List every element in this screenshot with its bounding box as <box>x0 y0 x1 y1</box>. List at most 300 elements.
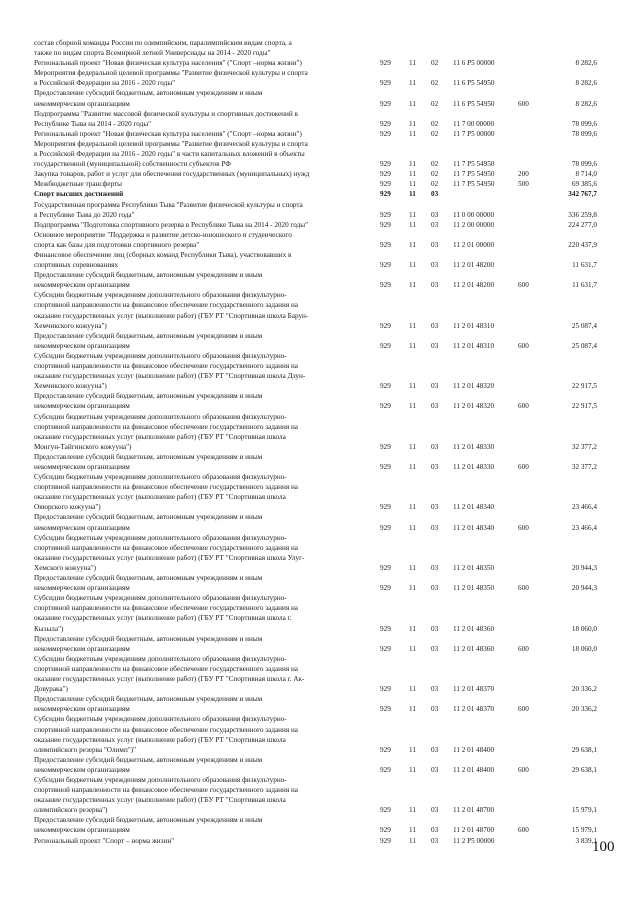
description-line: некоммерческим организациям <box>34 341 130 350</box>
grbs-code: 929 <box>380 341 391 350</box>
grbs-code: 929 <box>380 523 391 532</box>
section-code: 11 <box>409 442 416 451</box>
subsection-code: 02 <box>431 129 439 138</box>
section-code: 11 <box>409 503 416 512</box>
target-article-code: 11 2 00 00000 <box>453 220 495 229</box>
section-code: 11 <box>409 190 416 199</box>
section-code: 11 <box>409 705 416 714</box>
expense-type-code: 600 <box>518 765 529 774</box>
description-line: Овюрского кожууна") <box>34 503 101 512</box>
description-line: Основное мероприятие "Поддержка и развитие детско-юношеского и студенческого <box>34 230 292 239</box>
grbs-code: 929 <box>380 685 391 694</box>
row-description <box>34 331 374 351</box>
description-line: Субсидии бюджетным учреждениям дополнительного образования физкультурно- <box>34 291 287 300</box>
grbs-code: 929 <box>380 765 391 774</box>
description-line: оказание государственных услуг (выполнение работ) (ГБУ РТ "Спортивная школа <box>34 796 286 805</box>
description-line: Спорт высших достижений <box>34 190 124 199</box>
section-code: 11 <box>409 160 416 169</box>
grbs-code: 929 <box>380 99 391 108</box>
description-line: некоммерческим организациям <box>34 644 130 653</box>
amount: 20 336,2 <box>571 705 597 714</box>
description-line: Хемчикского кожууна") <box>34 321 107 330</box>
description-line: в Российской Федерации на 2016 - 2020 годы" <box>34 79 176 88</box>
table-row <box>0 775 639 815</box>
amount: 15 979,1 <box>571 806 597 815</box>
amount: 8 282,6 <box>575 59 597 68</box>
grbs-code: 929 <box>380 261 391 270</box>
row-description <box>34 694 374 714</box>
section-code: 11 <box>409 129 416 138</box>
section-code: 11 <box>409 624 416 633</box>
description-line: Субсидии бюджетным учреждениям дополнительного образования физкультурно- <box>34 775 287 784</box>
subsection-code: 03 <box>431 826 439 835</box>
grbs-code: 929 <box>380 210 391 219</box>
section-code: 11 <box>409 79 416 88</box>
expense-type-code: 600 <box>518 644 529 653</box>
grbs-code: 929 <box>380 624 391 633</box>
description-line: Предоставление субсидий бюджетным, автономным учреждениям и иным <box>34 634 263 643</box>
row-description <box>34 230 374 250</box>
amount: 224 277,0 <box>568 220 597 229</box>
description-line: Мероприятия федеральной целевой программы "Развитие физической культуры и спорта <box>34 69 308 78</box>
table-row <box>0 755 639 775</box>
description-line: некоммерческим организациям <box>34 523 130 532</box>
table-row <box>0 573 639 593</box>
grbs-code: 929 <box>380 321 391 330</box>
grbs-code: 929 <box>380 503 391 512</box>
amount: 11 631,7 <box>572 261 597 270</box>
page-number: 100 <box>592 839 615 855</box>
row-description <box>34 58 374 68</box>
row-description <box>34 452 374 472</box>
description-line: Хемского кожууна") <box>34 563 97 572</box>
description-line: некоммерческим организациям <box>34 584 130 593</box>
row-description <box>34 714 374 754</box>
grbs-code: 929 <box>380 180 391 189</box>
row-description <box>34 755 374 775</box>
subsection-code: 03 <box>431 836 439 845</box>
row-description <box>34 593 374 633</box>
grbs-code: 929 <box>380 806 391 815</box>
expense-type-code: 600 <box>518 463 529 471</box>
row-description <box>34 391 374 411</box>
row-description <box>34 129 374 139</box>
description-line: Предоставление субсидий бюджетным, автономным учреждениям и иным <box>34 331 263 340</box>
subsection-code: 03 <box>431 685 439 694</box>
subsection-code: 03 <box>431 220 439 229</box>
amount: 78 099,6 <box>571 129 597 138</box>
subsection-code: 03 <box>431 644 439 653</box>
row-description <box>34 815 374 835</box>
table-row <box>0 654 639 694</box>
target-article-code: 11 7 P5 54950 <box>453 180 495 189</box>
description-line: некоммерческим организациям <box>34 402 130 411</box>
grbs-code: 929 <box>380 382 391 391</box>
subsection-code: 02 <box>431 119 439 128</box>
description-line: оказание государственных услуг (выполнение работ) (ГБУ РТ "Спортивная школа г. Ак- <box>34 675 305 684</box>
description-line: спортивной направленности на финансовое обеспечение государственного задания на <box>34 725 299 734</box>
table-row <box>0 290 639 330</box>
description-line: Финансовое обеспечение лиц (сборных команд Республики Тыва), участвовавших в <box>34 250 292 259</box>
section-code: 11 <box>409 210 416 219</box>
section-code: 11 <box>409 745 416 754</box>
grbs-code: 929 <box>380 705 391 714</box>
subsection-code: 02 <box>431 59 439 68</box>
table-row <box>0 169 639 179</box>
target-article-code: 11 2 01 48200 <box>453 261 495 270</box>
grbs-code: 929 <box>380 170 391 179</box>
row-description <box>34 512 374 532</box>
target-article-code: 11 2 01 48320 <box>453 382 495 391</box>
grbs-code: 929 <box>380 563 391 572</box>
target-article-code: 11 2 01 48360 <box>453 644 495 653</box>
table-row <box>0 88 639 108</box>
description-line: спортивной направленности на финансовое обеспечение государственного задания на <box>34 483 299 492</box>
description-line: Мероприятия федеральной целевой программы "Развитие физической культуры и спорта <box>34 139 308 148</box>
subsection-code: 03 <box>431 503 439 512</box>
target-article-code: 11 2 01 48370 <box>453 705 495 714</box>
description-line: Хемчикского кожууна") <box>34 382 107 391</box>
grbs-code: 929 <box>380 442 391 451</box>
section-code: 11 <box>409 382 416 391</box>
subsection-code: 03 <box>431 584 439 593</box>
description-line: в Российской Федерации на 2016 - 2020 годы" в части капитальных вложений в объекты <box>34 150 305 159</box>
section-code: 11 <box>409 321 416 330</box>
description-line: Предоставление субсидий бюджетным, автономным учреждениям и иным <box>34 271 263 280</box>
subsection-code: 03 <box>431 463 439 471</box>
subsection-code: 03 <box>431 402 439 411</box>
description-line: Субсидии бюджетным учреждениям дополнительного образования физкультурно- <box>34 351 287 360</box>
target-article-code: 11 2 01 48310 <box>453 341 495 350</box>
target-article-code: 11 2 01 48330 <box>453 442 495 451</box>
grbs-code: 929 <box>380 160 391 169</box>
description-line: Монгун-Тайгинского кожууна") <box>34 442 132 451</box>
section-code: 11 <box>409 261 416 270</box>
amount: 20 944,3 <box>571 584 597 593</box>
subsection-code: 03 <box>431 281 439 290</box>
amount: 23 466,4 <box>571 503 597 512</box>
grbs-code: 929 <box>380 402 391 411</box>
subsection-code: 02 <box>431 99 439 108</box>
table-row <box>0 533 639 573</box>
table-row <box>0 38 639 58</box>
section-code: 11 <box>409 463 416 471</box>
description-line: оказание государственных услуг (выполнение работ) (ГБУ РТ "Спортивная школа <box>34 432 286 441</box>
row-description <box>34 109 374 129</box>
table-row <box>0 129 639 139</box>
description-line: спортивной направленности на финансовое обеспечение государственного задания на <box>34 422 299 431</box>
table-row <box>0 452 639 472</box>
description-line: Предоставление субсидий бюджетным, автономным учреждениям и иным <box>34 695 263 704</box>
subsection-code: 03 <box>431 210 439 219</box>
section-code: 11 <box>409 584 416 593</box>
subsection-code: 03 <box>431 321 439 330</box>
row-description <box>34 472 374 512</box>
amount: 78 099,6 <box>571 160 597 169</box>
row-description <box>34 836 374 846</box>
target-article-code: 11 6 P5 54950 <box>453 99 495 108</box>
description-line: некоммерческим организациям <box>34 705 130 714</box>
description-line: спортивной направленности на финансовое обеспечение государственного задания на <box>34 786 299 795</box>
section-code: 11 <box>409 220 416 229</box>
expense-type-code: 600 <box>518 99 529 108</box>
description-line: некоммерческим организациям <box>34 99 130 108</box>
amount: 18 060,0 <box>571 644 597 653</box>
target-article-code: 11 7 P5 54950 <box>453 160 495 169</box>
row-description <box>34 169 374 179</box>
subsection-code: 03 <box>431 341 439 350</box>
subsection-code: 03 <box>431 190 439 199</box>
section-code: 11 <box>409 59 416 68</box>
subsection-code: 03 <box>431 382 439 391</box>
subsection-code: 02 <box>431 160 439 169</box>
description-line: состав сборной команды России по олимпийским, паралимпийским видам спорта, а <box>34 39 292 47</box>
expense-type-code: 600 <box>518 523 529 532</box>
amount: 8 282,6 <box>575 79 597 88</box>
amount: 342 767,7 <box>568 190 597 199</box>
subsection-code: 02 <box>431 79 439 88</box>
grbs-code: 929 <box>380 836 391 845</box>
amount: 3 839,1 <box>575 836 597 845</box>
description-line: некоммерческим организациям <box>34 281 130 290</box>
target-article-code: 11 2 P5 00000 <box>453 836 495 845</box>
table-row <box>0 179 639 189</box>
subsection-code: 03 <box>431 442 439 451</box>
target-article-code: 11 2 01 48700 <box>453 826 495 835</box>
target-article-code: 11 2 01 48310 <box>453 321 495 330</box>
expense-type-code: 600 <box>518 341 529 350</box>
description-line: некоммерческим организациям <box>34 463 130 471</box>
description-line: государственной (муниципальной) собственности субъектов РФ <box>34 160 231 169</box>
grbs-code: 929 <box>380 644 391 653</box>
description-line: Субсидии бюджетным учреждениям дополнительного образования физкультурно- <box>34 473 287 482</box>
description-line: Кызыла") <box>34 624 64 633</box>
amount: 11 631,7 <box>572 281 597 290</box>
amount: 20 944,3 <box>571 563 597 572</box>
target-article-code: 11 2 01 48400 <box>453 745 495 754</box>
row-description <box>34 654 374 694</box>
section-code: 11 <box>409 685 416 694</box>
amount: 8 714,0 <box>575 170 597 179</box>
subsection-code: 03 <box>431 624 439 633</box>
row-description <box>34 775 374 815</box>
description-line: оказание государственных услуг (выполнение работ) (ГБУ РТ "Спортивная школа Улуг- <box>34 553 305 562</box>
amount: 220 437,9 <box>568 240 597 249</box>
amount: 22 917,5 <box>571 382 597 391</box>
amount: 29 638,1 <box>571 765 597 774</box>
subsection-code: 03 <box>431 563 439 572</box>
table-row <box>0 68 639 88</box>
expense-type-code: 600 <box>518 826 529 835</box>
amount: 29 638,1 <box>571 745 597 754</box>
amount: 23 466,4 <box>571 523 597 532</box>
row-description <box>34 351 374 391</box>
description-line: оказание государственных услуг (выполнение работ) (ГБУ РТ "Спортивная школа <box>34 735 286 744</box>
description-line: олимпийского резерва") <box>34 806 108 815</box>
row-description <box>34 270 374 290</box>
subsection-code: 03 <box>431 705 439 714</box>
table-row <box>0 220 639 230</box>
table-row <box>0 58 639 68</box>
description-line: Довурака") <box>34 685 68 694</box>
description-line: Субсидии бюджетным учреждениям дополнительного образования физкультурно- <box>34 654 287 663</box>
description-line: Субсидии бюджетным учреждениям дополнительного образования физкультурно- <box>34 715 287 724</box>
target-article-code: 11 2 01 48330 <box>453 463 495 471</box>
section-code: 11 <box>409 119 416 128</box>
description-line: Региональный проект "Новая физическая культура населения" ("Спорт –норма жизни") <box>34 129 302 138</box>
grbs-code: 929 <box>380 79 391 88</box>
target-article-code: 11 6 P5 00000 <box>453 59 495 68</box>
subsection-code: 03 <box>431 240 439 249</box>
row-description <box>34 88 374 108</box>
description-line: оказание государственных услуг (выполнение работ) (ГБУ РТ "Спортивная школа г. <box>34 614 292 623</box>
subsection-code: 03 <box>431 765 439 774</box>
grbs-code: 929 <box>380 129 391 138</box>
amount: 22 917,5 <box>571 402 597 411</box>
section-code: 11 <box>409 644 416 653</box>
table-row <box>0 391 639 411</box>
section-code: 11 <box>409 99 416 108</box>
grbs-code: 929 <box>380 220 391 229</box>
grbs-code: 929 <box>380 745 391 754</box>
amount: 32 377,2 <box>571 463 597 471</box>
subsection-code: 03 <box>431 261 439 270</box>
target-article-code: 11 7 P5 00000 <box>453 129 495 138</box>
subsection-code: 03 <box>431 806 439 815</box>
row-description <box>34 179 374 189</box>
table-row <box>0 270 639 290</box>
grbs-code: 929 <box>380 59 391 68</box>
subsection-code: 03 <box>431 523 439 532</box>
row-description <box>34 200 374 220</box>
section-code: 11 <box>409 563 416 572</box>
target-article-code: 11 7 P5 54950 <box>453 170 495 179</box>
target-article-code: 11 2 01 00000 <box>453 240 495 249</box>
description-line: оказание государственных услуг (выполнение работ) (ГБУ РТ "Спортивная школа Дзун- <box>34 372 306 381</box>
section-code: 11 <box>409 765 416 774</box>
description-line: Предоставление субсидий бюджетным, автономным учреждениям и иным <box>34 755 263 764</box>
row-description <box>34 533 374 573</box>
grbs-code: 929 <box>380 240 391 249</box>
description-line: спортивной направленности на финансовое обеспечение государственного задания на <box>34 664 299 673</box>
section-code: 11 <box>409 281 416 290</box>
row-description <box>34 220 374 230</box>
expense-type-code: 600 <box>518 705 529 714</box>
amount: 78 099,6 <box>571 119 597 128</box>
section-code: 11 <box>409 170 416 179</box>
amount: 15 979,1 <box>571 826 597 835</box>
table-row <box>0 714 639 754</box>
description-line: спортивных соревнованиях <box>34 261 119 270</box>
description-line: спорта как базы для подготовки спортивного резерва" <box>34 240 200 249</box>
description-line: Субсидии бюджетным учреждениям дополнительного образования физкультурно- <box>34 594 287 603</box>
grbs-code: 929 <box>380 826 391 835</box>
target-article-code: 11 6 P5 54950 <box>453 79 495 88</box>
description-line: некоммерческим организациям <box>34 765 130 774</box>
description-line: Подпрограмма "Подготовка спортивного резерва в Республике Тыва на 2014 - 2020 годы" <box>34 220 309 229</box>
grbs-code: 929 <box>380 463 391 471</box>
description-line: Субсидии бюджетным учреждениям дополнительного образования физкультурно- <box>34 533 287 542</box>
expense-type-code: 500 <box>518 180 529 189</box>
table-row <box>0 694 639 714</box>
amount: 18 060,0 <box>571 624 597 633</box>
row-description <box>34 634 374 654</box>
section-code: 11 <box>409 402 416 411</box>
row-description <box>34 189 374 199</box>
grbs-code: 929 <box>380 190 391 199</box>
description-line: Предоставление субсидий бюджетным, автономным учреждениям и иным <box>34 513 263 522</box>
description-line: оказание государственных услуг (выполнение работ) (ГБУ РТ "Спортивная школа Барун- <box>34 311 309 320</box>
grbs-code: 929 <box>380 584 391 593</box>
section-code: 11 <box>409 836 416 845</box>
table-row <box>0 815 639 835</box>
subsection-code: 03 <box>431 745 439 754</box>
table-row <box>0 331 639 351</box>
description-line: Республике Тыва на 2014 - 2020 годы" <box>34 119 152 128</box>
description-line: Государственная программа Республики Тыва "Развитие физической культуры и спорта <box>34 200 303 209</box>
table-row <box>0 412 639 452</box>
target-article-code: 11 2 01 48200 <box>453 281 495 290</box>
section-code: 11 <box>409 180 416 189</box>
table-row <box>0 351 639 391</box>
description-line: спортивной направленности на финансовое обеспечение государственного задания на <box>34 543 299 552</box>
table-row <box>0 189 639 199</box>
amount: 8 282,6 <box>575 99 597 108</box>
section-code: 11 <box>409 806 416 815</box>
description-line: Предоставление субсидий бюджетным, автономным учреждениям и иным <box>34 574 263 583</box>
target-article-code: 11 2 01 48340 <box>453 503 495 512</box>
description-line: Подпрограмма "Развитие массовой физической культуры и спортивных достижений в <box>34 109 298 118</box>
row-description <box>34 68 374 88</box>
description-line: олимпийского резерва "Олимп")" <box>34 745 137 754</box>
description-line: Субсидии бюджетным учреждениям дополнительного образования физкультурно- <box>34 412 287 421</box>
section-code: 11 <box>409 240 416 249</box>
row-description <box>34 290 374 330</box>
subsection-code: 02 <box>431 170 439 179</box>
amount: 69 385,6 <box>571 180 597 189</box>
table-row <box>0 109 639 129</box>
section-code: 11 <box>409 826 416 835</box>
amount: 20 336,2 <box>571 685 597 694</box>
target-article-code: 11 0 00 00000 <box>453 210 495 219</box>
description-line: оказание государственных услуг (выполнение работ) (ГБУ РТ "Спортивная школа <box>34 493 286 502</box>
table-row <box>0 250 639 270</box>
table-row <box>0 512 639 532</box>
expense-type-code: 600 <box>518 281 529 290</box>
target-article-code: 11 2 01 48340 <box>453 523 495 532</box>
row-description <box>34 139 374 169</box>
target-article-code: 11 2 01 48360 <box>453 624 495 633</box>
description-line: Региональный проект "Спорт – норма жизни" <box>34 836 175 845</box>
target-article-code: 11 2 01 48350 <box>453 563 495 572</box>
description-line: спортивной направленности на финансовое обеспечение государственного задания на <box>34 301 299 310</box>
description-line: Закупка товаров, работ и услуг для обеспечения государственных (муниципальных) нужд <box>34 170 310 179</box>
row-description <box>34 412 374 452</box>
description-line: спортивной направленности на финансовое обеспечение государственного задания на <box>34 604 299 613</box>
table-row <box>0 593 639 633</box>
table-row <box>0 139 639 169</box>
grbs-code: 929 <box>380 119 391 128</box>
table-row <box>0 634 639 654</box>
target-article-code: 11 2 01 48370 <box>453 685 495 694</box>
section-code: 11 <box>409 341 416 350</box>
row-description <box>34 573 374 593</box>
subsection-code: 02 <box>431 180 439 189</box>
description-line: также по видам спорта Всемирной летней Универсиады на 2014 - 2020 годы" <box>34 49 271 58</box>
target-article-code: 11 2 01 48320 <box>453 402 495 411</box>
description-line: некоммерческим организациям <box>34 826 130 835</box>
description-line: Межбюджетные трансферты <box>34 180 122 189</box>
